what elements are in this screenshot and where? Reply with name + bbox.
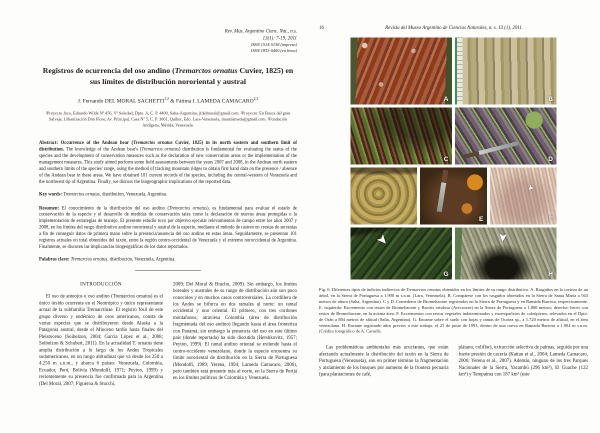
photo-label: B: [548, 95, 553, 103]
authors-joiner: &: [168, 97, 176, 104]
key-words-species: Tremarctos ornatus: [63, 191, 100, 197]
affiliations: ¹Proyecto Juco, Eduardo Wilde Nº 456, Vª Soledad, Dpto. A, C. P. 4400, Salta-Argentina, jfdelmoral@gmail.com. ²Proyecto: En Busca del gran Salvaje, Urbanización Don Flore, Av. Principal, Casa Nº 5, C. P. 3061, Quíbor, Edo. Lara-Venezuela, imarulameda@gmail.com. ³Fundación Andígena, Mérida, Venezuela.: [45, 110, 291, 128]
caption-part1: Diferentes tipos de indicios indirectos de: [331, 287, 407, 292]
caption-species: Tremarctos ornatus: [406, 287, 441, 292]
journal-running-title: Revista del Museo Argentino de Ciencias Naturales, n. s. 13 (1), 2011: [385, 25, 522, 31]
issn-online: ISSN 1853-0400 (en línea): [251, 48, 297, 54]
figure-row-3: [351, 168, 557, 225]
photo-label: E: [478, 215, 484, 223]
article-title: [42, 66, 294, 88]
journal-reference-header: [39, 28, 297, 54]
resumen-part2: ), es fundamental para evaluar el estado de conservación de la especie y el desarrollo de medidas de conservación tales como la declaración de nuevas áreas protegidas o la implementación de estrategias de manejo. El presente estudio tuvo por objetivo ejecutar relevamientos de campo entre los años 2007 y 2008, en los límites del rango distributivo andino nororiental y austral de la especie, mediante el método de rastreo en crestas de serranías a fin de conseguir datos de primera mano sobre la presencia/ausencia del oso andino en estas áreas. Seguidamente, se presentan 101 registros actuales en total obtenidos del taxón, entre la región centro-occidental de Venezuela y el extremo noroccidental de Argentina. Finalmente, se discuten las implicancias biogeográficas de los datos reportados.: [39, 205, 298, 250]
photo-label: C: [443, 155, 449, 163]
key-words-rest: , distribution, Venezuela, Argentina.: [99, 191, 168, 197]
introduction-columns: [39, 281, 297, 387]
measuring-tape: [455, 38, 463, 105]
title-part2: Cuvier, 1825) en sus límites de distribución nororiental y austral: [89, 66, 294, 87]
abstract-body-part2: ) distribution is fundamental for evaluating the status of the species and the development of conservation measures such as the declaration of new conservation areas or the implementation of the management measures. This study aimed perform some field assessments between the years 2007 and 2008, in the Andean north eastern and southern limits of the species' range, using the method of tracking mountain ridges to obtain first hand data on the presence / absence of the Andean bear in these areas. We have obtained 101 current records of the species, including the central-western of Venezuela and the northwest tip of Argentina. Finally, we discuss the biogeographic implications of the reported data.: [39, 147, 298, 185]
photo-label: H: [548, 270, 553, 278]
author-2-affil-sup: 2,3: [253, 96, 259, 101]
photo-e-left-scat: [351, 168, 418, 225]
photo-g-ground-bed: [351, 228, 453, 280]
author-1-affil-sup: 1,2: [164, 96, 169, 101]
resumen-label: Resumen:: [39, 205, 62, 211]
abstract-lead-part2: Cuvier, 1825) in its north eastern and southern limit of distribution.: [39, 140, 297, 153]
figure-row-4: [351, 228, 557, 280]
caption-part2: obtenidos en los límites de su rango distributivo. A. Rasguños en la corteza de un árbol, en la Sierra de Portuguesa a 1.900 m s.n.m. (Lara, Venezuela). B. Compárese con los rasguños obtenidos en la Sierra de Santa María a 943 metros de altura (Salta, Argentina). C y D. Comederos de Bromeliaceae registrados en la Sierra de Portuguesa y en Ramada Barrosa, respectivamente. E. izquierda: Excremento con restos de Bromeliaceae y Bactris setulosa (Arecaceae) en la Sierra de Portuguesa a 1.800 metros; derecha: heces con restos de Bromeliaceae, en la misma área. F. Excrementos con restos vegetales indeterminados y exoesqueletos de coleópteros, relevados en el Dpto. de Orán a 804 metros de altitud (Salta, Argentina). G. Encame sobre el suelo con hojas y ramas de Ocotea sp., a 1.720 metros de altitud, en el área venezolana. H. Encame registrado años previos a este trabajo, el 25 de junio de 1993, dentro de una cueva en Ramada Barrosa a 1.904 m s.n.m. (Crédito fotográfico de A. Caraelí).: [319, 287, 589, 334]
figure-row-2: [351, 108, 557, 165]
author-2: Fátima I. LAMEDA CAMACARO: [175, 97, 254, 104]
figure-6-caption: [319, 287, 588, 335]
body-text-columns: [319, 344, 588, 378]
figure-row-1: [351, 38, 557, 105]
title-species: Tremarctos ornatus: [174, 66, 238, 76]
resumen-paragraph: [39, 205, 297, 250]
palabras-clave-line: [39, 257, 297, 262]
arrow-icon: ➤: [525, 182, 537, 194]
author-1: J. Fernando DEL MORAL SACHETTI: [77, 97, 165, 104]
intro-column-left: [39, 281, 163, 387]
section-divider: [135, 270, 201, 271]
abstract-body-species: Tremarctos ornatus: [141, 147, 179, 153]
title-part1: Registros de ocurrencia del oso andino (: [42, 66, 175, 76]
knife-icon: [463, 141, 518, 158]
key-words-line: [39, 192, 297, 197]
resumen-species: Tremarctos ornatus: [169, 205, 207, 211]
photo-a-claw-marks: [351, 38, 453, 105]
intro-text-left: El oso de anteojos u oso andino (Tremarctos ornatus) es el único úrsido ocurrente en el Neotrópico y único representante actual de la subfamilia Tremarctinae. El registro fósil de este grupo diverso y endémico de osos americanos, consta de varias especies que se distribuyeron desde Alaska a la Patagonia austral, desde el Mioceno tardío hasta finales del Pleistoceno (Soibelzon, 2004; García López et al., 2008; Soibelzon & Schubert, 2011). En la actualidad T. ornatus tiene amplia distribución a lo largo de los Andes Tropicales sudamericanos, en un rango altitudinal que va desde los 250 a 4.250 m s.n.m., y abarca 6 países: Venezuela, Colombia, Ecuador, Perú, Bolivia (Mondolfi, 1971; Peyton, 1999) y recientemente su presencia fue confirmada para la Argentina (Del Moral, 2007; Figueroa & Stucchi,: [39, 293, 163, 387]
photo-c-bromeliad-feeding: [351, 108, 453, 165]
page-right: [305, 0, 600, 433]
page-number: 16: [319, 25, 324, 31]
photo-h-cave-bed: [455, 228, 557, 280]
photo-f-scat-dry-grass: [490, 168, 557, 225]
running-header: [319, 25, 588, 31]
caption-fig-label: Fig. 6.: [319, 287, 332, 292]
photo-label: F: [549, 215, 553, 223]
abstract-body-part1: The knowledge of the Andean bear's (: [65, 147, 142, 153]
key-words-label: Key words:: [39, 191, 64, 197]
arrow-icon: ➤: [495, 232, 510, 244]
arrow-icon: ➤: [373, 231, 392, 249]
issn-print: ISSN 1514-5158 (impresa): [251, 42, 297, 48]
journal-ref-line2: 13(1): 7-19, 2011: [262, 35, 297, 41]
resumen-part1: El conocimiento de la distribución del oso andino (: [61, 205, 170, 211]
body-column-left: Las problemáticas ambientales más acuciantes, que están afectando actualmente la distribución del taxón en la Sierra de Portuguesa (Venezuela), son en primer término la fragmentación y aislamiento de los bosques por aumento de la frontera pecuaria (para plantaciones de café,: [319, 344, 449, 377]
photo-b-bark-with-tape: [455, 38, 557, 105]
abstract-paragraph: [39, 140, 297, 185]
knife-icon: [437, 170, 449, 212]
photo-label: G: [443, 270, 449, 278]
authors-line: [39, 96, 297, 103]
body-column-right: plátano, coliflor), extracción selectiva de palmas, seguida por una fuerte presión de cacería (Kattan et al., 2004; Lameda Camacaro, 2006; Yerena et al., 2007). Además, ninguno de los tres Parques Nacionales de la Sierra, Yacambú (296 km²), El Guache (122 km²) y Terepaima con 187 km² (este: [458, 344, 588, 377]
journal-ref-line1: Rev. Mus. Argentino Cienc. Nat., n.s.: [224, 28, 297, 34]
photo-label: A: [443, 95, 449, 103]
intro-text-right: 2009; Del Moral & Bracho, 2009). Sin embargo, los límites boreales y australes de su rango de distribución aún son poco conocidos y en muchos casos controversiales. La cordillera de los Andes se bifurca en dos ramales al norte: un ramal occidental y uno oriental. El primero, con tres cordones montañosos, atraviesa Colombia (área de distribución fragmentada del oso andino) llegando hasta el área fronteriza con Panamá; sin embargo la presencia del oso en este último país (donde reportada) ha sido discutida (Hershkovitz, 1957; Peyton, 1999). El ramal andino oriental se extiende hasta el centro-occidente venezolano, donde la especie encuentra su límite nororiental de distribución en la Sierra de Portuguesa (Mondolfi, 1989; Yerena, 1994; Lameda Camacaro, 2006), pero también está presente más al norte, en la Sierra de Perijá en los límites políticos de Colombia y Venezuela.: [173, 281, 297, 381]
abstract-lead-part1: Abstract: Occurrence of the Andean bear (: [39, 140, 134, 146]
photo-e-right-scat-knife: [420, 168, 487, 225]
palabras-clave-species: Tremarctos ornatus: [70, 256, 108, 262]
figure-6-photo-grid: [351, 38, 557, 280]
palabras-clave-label: Palabras clave:: [39, 256, 71, 262]
palabras-clave-rest: , distribución, Venezuela, Argentina.: [107, 256, 176, 262]
intro-column-right: [173, 281, 297, 387]
abstract-lead-species: Tremarctos ornatus: [133, 140, 173, 146]
photo-d-bromeliad-feeding-knife: [455, 108, 557, 165]
introduction-heading: INTRODUCCIÓN: [80, 281, 122, 287]
photo-label: D: [548, 155, 553, 163]
